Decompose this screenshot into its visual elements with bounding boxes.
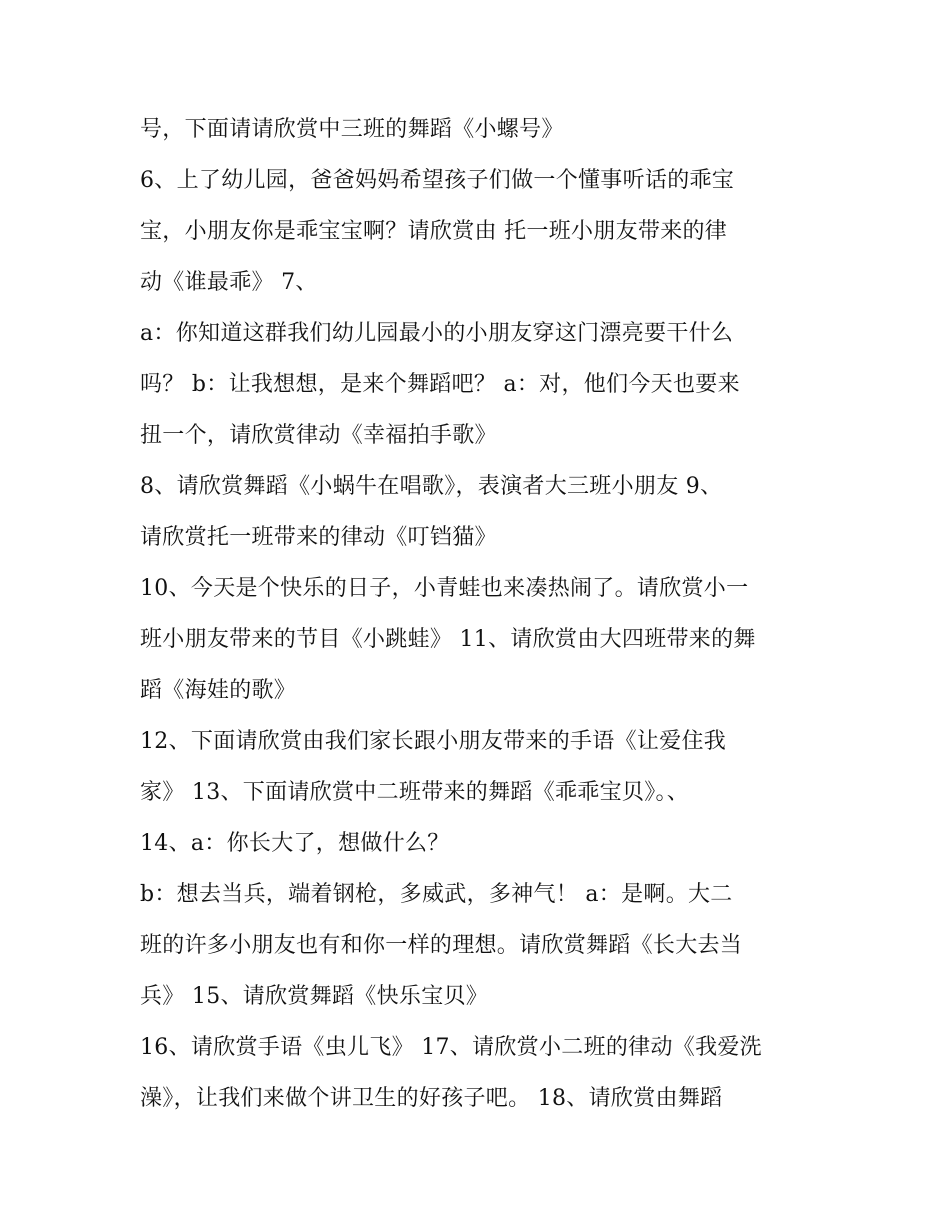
text-line: a：你知道这群我们幼儿园最小的小朋友穿这门漂亮要干什么 (140, 321, 734, 346)
text-line: 家》 13、下面请欣赏中二班带来的舞蹈《乖乖宝贝》。、 (140, 780, 690, 805)
text-line: 澡》，让我们来做个讲卫生的好孩子吧。 18、请欣赏由舞蹈 (140, 1086, 723, 1111)
text-line: 宝，小朋友你是乖宝宝啊？请欣赏由 托一班小朋友带来的律 (140, 219, 728, 244)
text-line: 10、今天是个快乐的日子，小青蛙也来凑热闹了。请欣赏小一 (140, 576, 749, 601)
text-line: 14、a：你长大了，想做什么？ (140, 831, 450, 856)
text-line: 班小朋友带来的节目《小跳蛙》 11、请欣赏由大四班带来的舞 (140, 627, 756, 652)
text-line: 请欣赏托一班带来的律动《叮铛猫》 (140, 525, 497, 550)
text-line: 扭一个，请欣赏律动《幸福拍手歌》 (140, 423, 497, 448)
text-line: 兵》 15、请欣赏舞蹈《快乐宝贝》 (140, 984, 489, 1009)
text-line: 号，下面请请欣赏中三班的舞蹈《小螺号》 (140, 117, 564, 142)
text-line: 6、上了幼儿园，爸爸妈妈希望孩子们做一个懂事听话的乖宝 (140, 168, 735, 193)
text-line: b：想去当兵，端着钢枪，多威武，多神气！ a：是啊。大二 (140, 882, 733, 907)
text-line: 16、请欣赏手语《虫儿飞》 17、请欣赏小二班的律动《我爱洗 (140, 1035, 762, 1060)
text-line: 吗？ b：让我想想，是来个舞蹈吧？ a：对，他们今天也要来 (140, 372, 740, 397)
text-line: 12、下面请欣赏由我们家长跟小朋友带来的手语《让爱住我 (140, 729, 727, 754)
text-line: 8、请欣赏舞蹈《小蜗牛在唱歌》，表演者大三班小朋友 9、 (140, 474, 723, 499)
document-body (140, 104, 820, 1124)
text-line: 班的许多小朋友也有和你一样的理想。请欣赏舞蹈《长大去当 (140, 933, 743, 958)
text-line: 蹈《海娃的歌》 (140, 678, 297, 703)
text-line: 动《谁最乖》 7、 (140, 270, 318, 295)
